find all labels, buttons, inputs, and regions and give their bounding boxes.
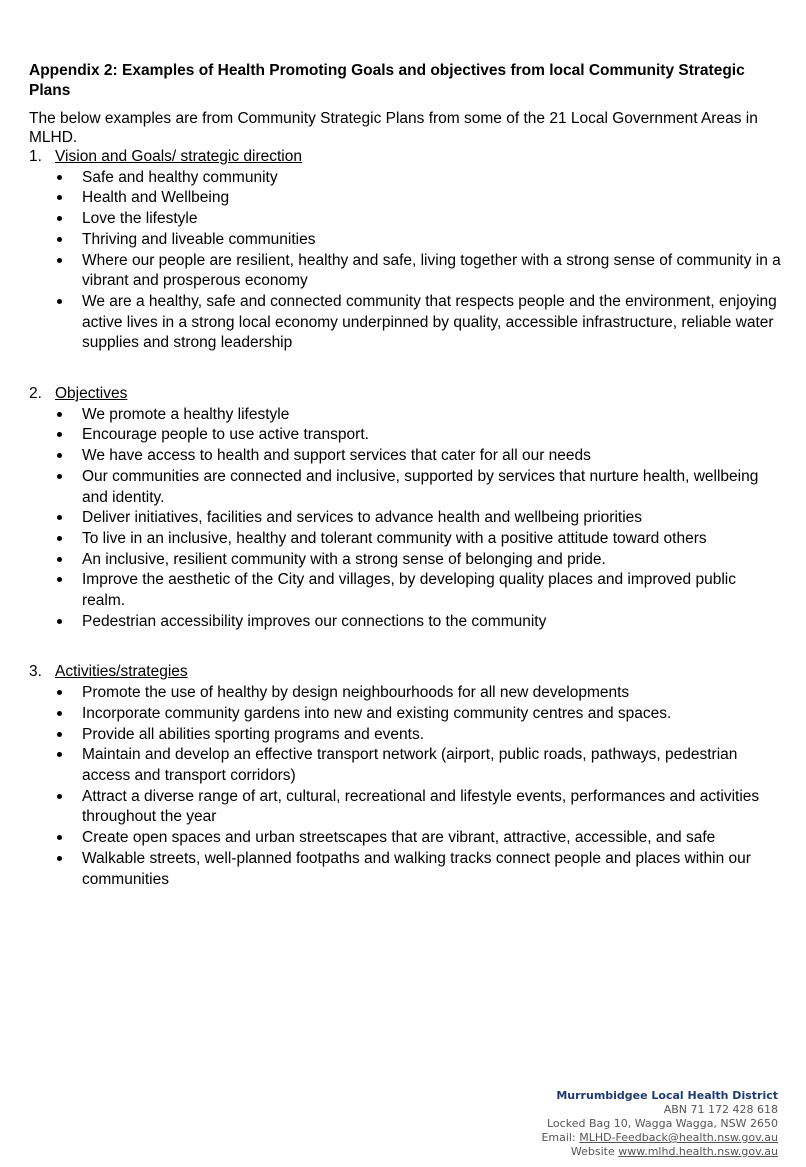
section-spacer [29,632,781,662]
bullet-icon [29,508,82,529]
footer-abn: ABN 71 172 428 618 [663,1103,778,1116]
bullet-list [29,683,781,890]
footer-website-label: Website [570,1145,619,1158]
bullet-icon [29,612,82,633]
bullet-icon [29,209,82,230]
bullet-icon [29,550,82,571]
footer-org-name: Murrumbidgee Local Health District [556,1089,778,1102]
document-page [29,61,781,890]
bullet-icon [29,467,82,508]
list-item: Incorporate community gardens into new and existing community centres and spaces. [29,704,781,725]
list-item: Thriving and liveable communities [29,230,781,251]
bullet-icon [29,787,82,828]
footer-address: Locked Bag 10, Wagga Wagga, NSW 2650 [547,1117,778,1130]
list-item: Provide all abilities sporting programs and events. [29,725,781,746]
list-item: Love the lifestyle [29,209,781,230]
intro-paragraph: The below examples are from Community Strategic Plans from some of the 21 Local Government Areas in MLHD. [29,110,758,146]
section-vision-goals [29,147,781,354]
list-item: Attract a diverse range of art, cultural, recreational and lifestyle events, performances and activities throughout the year [29,787,781,828]
page-title: Appendix 2: Examples of Health Promoting Goals and objectives from local Community Strategic Plans [29,62,745,99]
bullet-icon [29,251,82,292]
list-item: Promote the use of healthy by design neighbourhoods for all new developments [29,683,781,704]
bullet-list [29,168,781,354]
list-item: Where our people are resilient, healthy and safe, living together with a strong sense of community in a vibrant and prosperous economy [29,251,781,292]
bullet-icon [29,446,82,467]
list-item: We are a healthy, safe and connected community that respects people and the environment, enjoying active lives in a strong local economy underpinned by quality, accessible infrastructure, reliable water supplies and strong leadership [29,292,781,354]
footer-email-link[interactable]: MLHD-Feedback@health.nsw.gov.au [579,1131,778,1144]
bullet-icon [29,292,82,354]
bullet-icon [29,849,82,890]
footer-email-line [541,1131,778,1145]
bullet-icon [29,425,82,446]
list-item: Safe and healthy community [29,168,781,189]
list-item: An inclusive, resilient community with a strong sense of belonging and pride. [29,550,781,571]
bullet-icon [29,168,82,189]
bullet-icon [29,529,82,550]
section-number: 3. [29,663,42,681]
bullet-icon [29,683,82,704]
bullet-icon [29,405,82,426]
section-label: Objectives [55,385,128,403]
list-item: Create open spaces and urban streetscapes that are vibrant, attractive, accessible, and safe [29,828,781,849]
list-item: Improve the aesthetic of the City and villages, by developing quality places and improved public realm. [29,570,781,611]
section-number: 2. [29,385,42,403]
list-item: Health and Wellbeing [29,188,781,209]
section-heading [29,384,781,405]
bullet-icon [29,745,82,786]
section-label: Vision and Goals/ strategic direction [55,148,302,165]
list-item: Walkable streets, well-planned footpaths and walking tracks connect people and places within our communities [29,849,781,890]
bullet-icon [29,230,82,251]
list-item: Encourage people to use active transport. [29,425,781,446]
footer-website-line [541,1145,778,1159]
section-objectives [29,384,781,632]
list-item: Maintain and develop an effective transport network (airport, public roads, pathways, pedestrian access and transport corridors) [29,745,781,786]
list-item: We promote a healthy lifestyle [29,405,781,426]
section-number: 1. [29,148,42,165]
bullet-icon [29,570,82,611]
footer-email-label: Email: [541,1131,580,1144]
bullet-icon [29,704,82,725]
bullet-list [29,405,781,633]
bullet-icon [29,188,82,209]
footer-website-link[interactable]: www.mlhd.health.nsw.gov.au [618,1145,778,1158]
bullet-icon [29,725,82,746]
list-item: Deliver initiatives, facilities and services to advance health and wellbeing priorities [29,508,781,529]
section-activities-strategies [29,662,781,890]
section-heading [29,662,781,683]
section-label: Activities/strategies [55,663,188,681]
page-footer [541,1089,778,1159]
list-item: Our communities are connected and inclusive, supported by services that nurture health, wellbeing and identity. [29,467,781,508]
bullet-icon [29,828,82,849]
list-item: To live in an inclusive, healthy and tolerant community with a positive attitude toward others [29,529,781,550]
section-spacer [29,354,781,384]
section-heading [29,147,781,168]
list-item: We have access to health and support services that cater for all our needs [29,446,781,467]
list-item: Pedestrian accessibility improves our connections to the community [29,612,781,633]
